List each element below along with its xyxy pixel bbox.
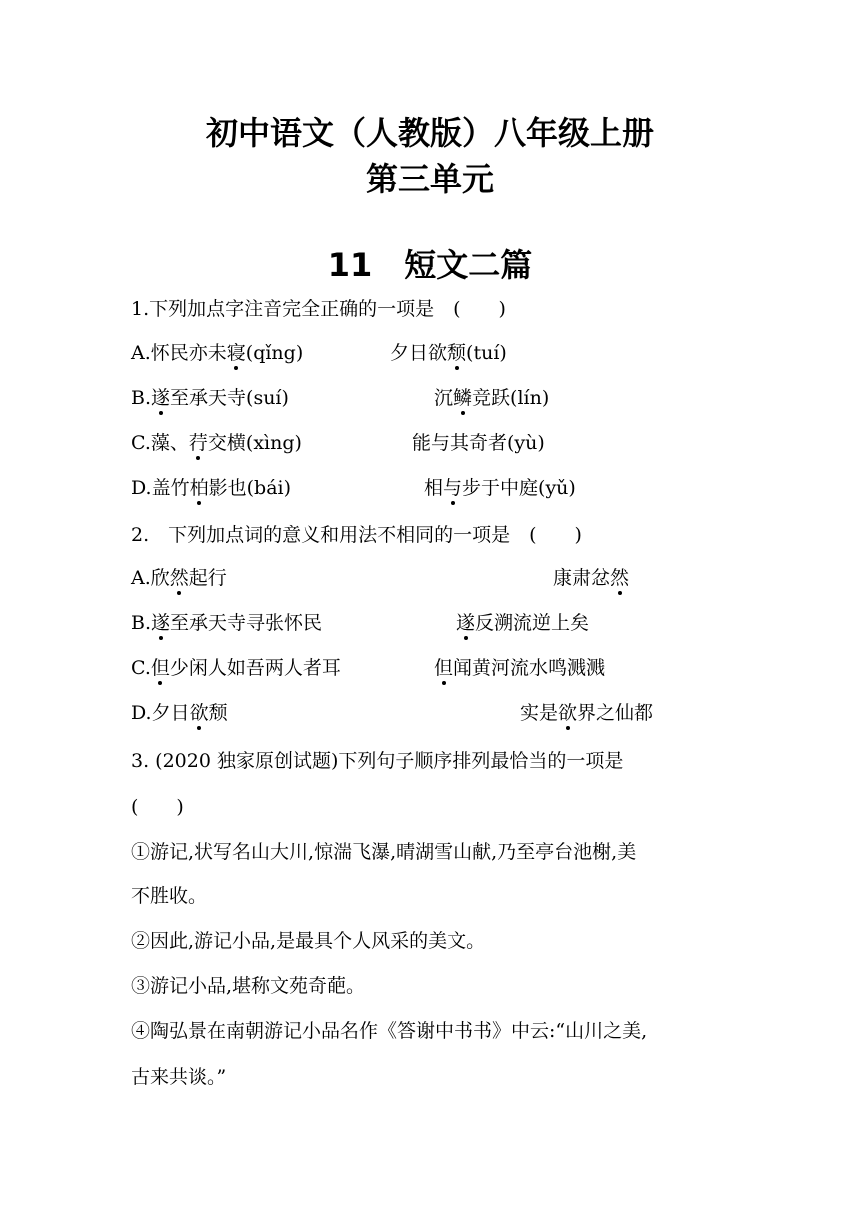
q1-option-b-left: B.遂至承天寺(suí)	[131, 387, 289, 409]
q2-option-d-right: 实是欲界之仙都	[520, 702, 654, 724]
emphasis-dot-char: 寝	[226, 342, 246, 364]
q1-option-a-right: 夕日欲颓(tuí)	[390, 342, 507, 364]
emphasis-dot-char: 但	[150, 657, 170, 679]
q3-sentence-4-line1: ④陶弘景在南朝游记小品名作《答谢中书书》中云:“山川之美,	[131, 1020, 648, 1042]
emphasis-dot-char: 遂	[456, 612, 476, 634]
q2-option-c-right: 但闻黄河流水鸣溅溅	[434, 657, 606, 679]
q1-option-b-right: 沉鳞竞跃(lín)	[434, 387, 550, 409]
q3-stem-line2: ( )	[131, 796, 184, 818]
q2-stem: 2. 下列加点词的意义和用法不相同的一项是 ( )	[131, 524, 582, 546]
emphasis-dot-char: 欲	[189, 702, 209, 724]
emphasis-dot-char: 颓	[447, 342, 467, 364]
emphasis-dot-char: 遂	[151, 387, 171, 409]
q3-stem-line1: 3. (2020 独家原创试题)下列句子顺序排列最恰当的一项是	[131, 750, 624, 772]
q3-sentence-1-line1: ①游记,状写名山大川,惊湍飞瀑,晴湖雪山献,乃至亭台池榭,美	[131, 841, 637, 863]
q2-option-a-right: 康肃忿然	[553, 567, 630, 589]
q2-option-a-left: A.欣然起行	[131, 567, 227, 589]
q1-stem: 1.下列加点字注音完全正确的一项是 ( )	[131, 298, 506, 320]
emphasis-dot-char: 欲	[558, 702, 578, 724]
q2-option-c-left: C.但少闲人如吾两人者耳	[131, 657, 341, 679]
lesson-title: 11 短文二篇	[327, 246, 533, 284]
q3-sentence-4-line2: 古来共谈。”	[131, 1066, 227, 1088]
q2-option-d-left: D.夕日欲颓	[131, 702, 228, 724]
unit-title: 第三单元	[365, 160, 494, 198]
emphasis-dot-char: 柏	[189, 477, 209, 499]
q1-option-c-right: 能与其奇者(yù)	[412, 432, 545, 454]
q1-option-c-left: C.藻、荇交横(xìng)	[131, 432, 302, 454]
emphasis-dot-char: 遂	[151, 612, 171, 634]
emphasis-dot-char: 与	[443, 477, 463, 499]
emphasis-dot-char: 然	[610, 567, 630, 589]
document-title: 初中语文（人教版）八年级上册	[205, 114, 654, 152]
emphasis-dot-char: 但	[434, 657, 454, 679]
emphasis-dot-char: 荇	[188, 432, 208, 454]
emphasis-dot-char: 然	[169, 567, 189, 589]
q2-option-b-left: B.遂至承天寺寻张怀民	[131, 612, 323, 634]
q1-option-a-left: A.怀民亦未寝(qǐng)	[131, 342, 304, 364]
q2-option-b-right: 遂反溯流逆上矣	[456, 612, 590, 634]
q3-sentence-3: ③游记小品,堪称文苑奇葩。	[131, 975, 366, 997]
emphasis-dot-char: 鳞	[453, 387, 473, 409]
q1-option-d-left: D.盖竹柏影也(bái)	[131, 477, 292, 499]
q3-sentence-2: ②因此,游记小品,是最具个人风采的美文。	[131, 930, 486, 952]
q1-option-d-right: 相与步于中庭(yǔ)	[424, 477, 576, 499]
q3-sentence-1-line2: 不胜收。	[131, 885, 208, 907]
